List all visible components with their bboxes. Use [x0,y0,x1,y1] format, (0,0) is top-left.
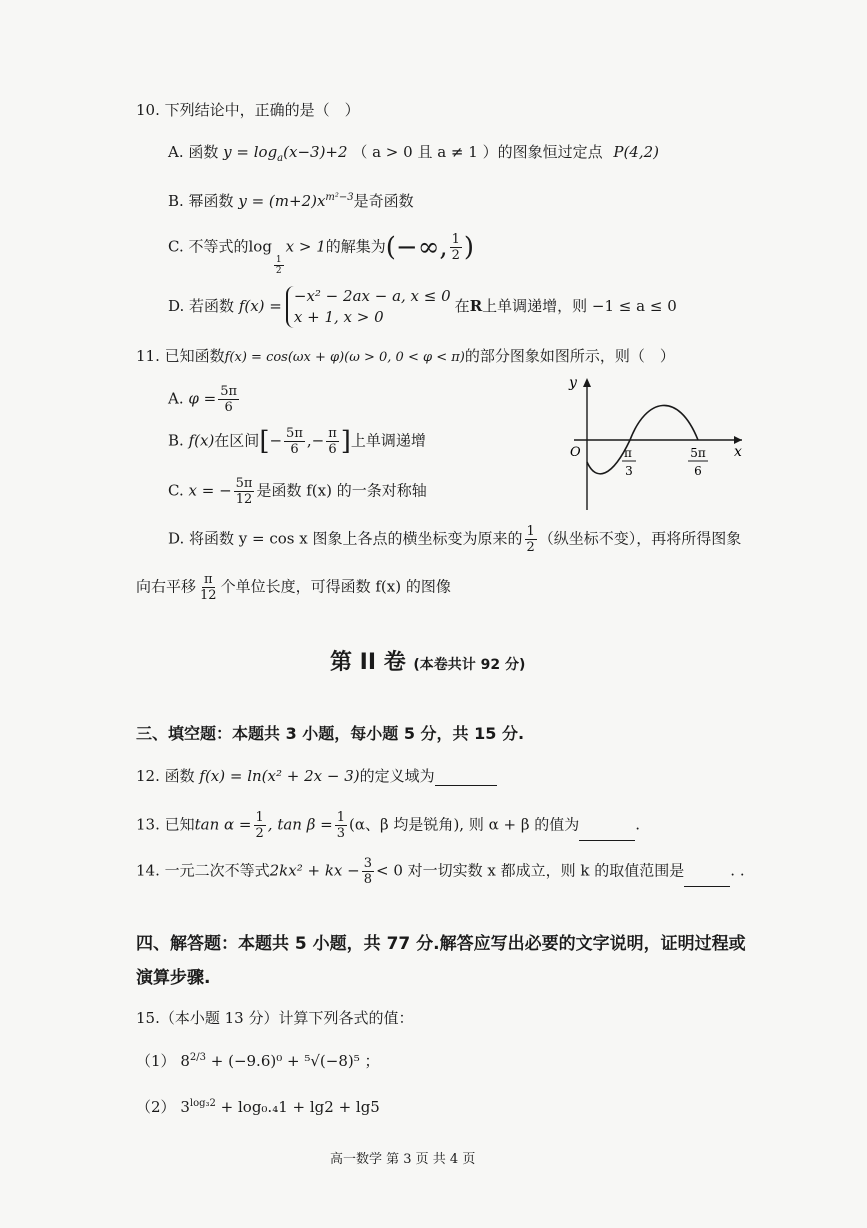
q14-num: 3 [363,856,373,871]
q11-a-prefix: A. [168,389,184,408]
q13-frac1 [254,810,266,841]
x-axis-arrow [734,436,742,444]
q11-d-line1-suffix: （纵坐标不变），再将所得图象 [538,529,742,548]
q13-tan-beta: , tan β = [267,815,333,834]
q11-c-suffix: 是函数 f(x) 的一条对称轴 [256,481,427,500]
section3-title: 三、填空题：本题共 3 小题，每小题 5 分，共 15 分. [136,724,525,743]
q15-p2-rest: + log₀.₄1 + lg2 + lg5 [220,1098,380,1116]
q10-c-fraction [450,232,462,263]
q10-option-d [168,286,677,328]
q11-graph [560,370,750,515]
q14-formula: 2kx² + kx − [269,861,360,880]
q10-option-b [168,188,414,211]
q10-c-base-den: 2 [275,265,282,276]
q10-d-suffix: 上单调递增，则 −1 ≤ a ≤ 0 [482,297,677,315]
q10-option-a [168,142,659,169]
page-footer: 高一数学 第 3 页 共 4 页 [330,1152,476,1167]
q11-d-shift [198,572,219,603]
q11-a-den: 6 [224,400,233,415]
q11-b-mid: 在区间 [214,431,260,450]
q14-answer-blank[interactable] [684,886,730,887]
q13-frac2 [335,810,347,841]
q11-option-d [168,524,741,555]
q15-part2 [136,1094,380,1117]
q10-c-inequality: x > 1 [285,237,326,256]
q13-answer-blank[interactable] [579,840,635,841]
q13-n1: 1 [255,810,264,825]
q14-prefix: 14. 一元二次不等式 [136,861,270,880]
q15-p1-exponent: 2/3 [189,1052,206,1063]
q11-c-fraction [234,476,255,507]
graph-origin: O [570,445,581,460]
q10-d-case1: −x² − 2ax − a, x ≤ 0 [293,287,451,305]
graph-tick2-num: 5π [690,446,706,460]
q15-p1-label: （1） [136,1052,176,1070]
part2-heading [330,648,525,680]
q10-a-point: P(4,2) [613,143,660,161]
q10-d-prefix: D. 若函数 [168,297,235,315]
q15-stem: 15.（本小题 13 分）计算下列各式的值： [136,1009,414,1027]
q10-a-base: a [277,153,284,164]
q11-b-right-num: π [328,426,337,441]
q10-stem: 10. 下列结论中，正确的是（ ） [136,101,360,119]
q15-p1-base: 8 [180,1052,190,1070]
q13-tan-alpha: tan α = [194,815,252,834]
graph-tick1-den: 3 [625,464,633,478]
q11-option-d-continued [136,572,451,603]
q11-b-bracket-right: ] [340,426,351,457]
q10-b-formula: y = (m+2)x [238,192,326,210]
q11-a-fraction [218,384,239,415]
q11-d-half-den: 2 [526,540,535,555]
q15-p1-rest: + (−9.6)⁰ + ⁵√(−8)⁵ ； [210,1052,380,1070]
q11-d-line1: D. 将函数 y = cos x 图象上各点的横坐标变为原来的 [168,529,523,548]
y-axis-arrow [583,378,591,387]
q12-answer-blank[interactable] [435,785,497,786]
q11-option-a [168,384,241,415]
q10-a-condition: （ a > 0 且 a ≠ 1 ）的图象恒过定点 [352,143,603,161]
q11-b-right-frac [326,426,339,457]
q11-b-left-frac [284,426,305,457]
q11-d-line2-prefix: 向右平移 [136,577,197,596]
part2-title: 第 II 卷 [330,650,406,675]
q10-a-arg: (x−3)+2 [283,143,348,161]
q13-n2: 1 [336,810,346,825]
q14-end: . . [730,861,745,880]
q10-c-interval-left: (−∞, [385,232,448,263]
q11-a-num: 5π [220,384,238,399]
q10-c-prefix: C. 不等式的 [168,237,249,256]
q15-p2-label: （2） [136,1098,176,1116]
q11-b-left-num: 5π [286,426,303,441]
q10-d-reals: R [469,297,483,315]
q10-a-formula: y = log [223,143,278,161]
q14 [136,856,745,887]
q11-b-prefix: B. [168,431,184,450]
section4-title-line2: 演算步骤. [136,968,211,988]
q11-c-num: 5π [235,476,253,491]
section4-title-line1: 四、解答题：本题共 5 小题，共 77 分.解答应写出必要的文字说明，证明过程或 [136,934,746,954]
q10-b-prefix: B. 幂函数 [168,192,234,210]
q11-b-fx: f(x) [188,431,215,450]
q10-d-mid: 在 [454,297,470,315]
q10-c-den: 2 [451,248,460,263]
q11-b-left-den: 6 [290,442,299,457]
q14-frac [362,856,374,887]
q10-c-mid: 的解集为 [325,237,386,256]
q11-c-den: 12 [235,492,253,507]
q12 [136,766,497,786]
q10-c-base [274,255,284,276]
q12-suffix: 的定义域为 [359,767,435,785]
q13-d1: 2 [255,826,264,841]
q10-c-num: 1 [451,232,460,247]
q11-c-prefix: C. [168,481,184,500]
q14-den: 8 [363,872,373,887]
q15-p2-base: 3 [180,1098,190,1116]
graph-tick1-num: π [624,446,632,460]
graph-tick2-den: 6 [694,464,702,478]
q11-option-c [168,476,427,507]
q14-mid: < 0 对一切实数 x 都成立，则 k 的取值范围是 [376,861,685,880]
q15-p2-exponent: log₃2 [189,1098,216,1109]
q10-d-fx: f(x) = [238,297,282,315]
q11-b-suffix: 上单调递增 [350,431,426,450]
q11-stem [136,346,675,368]
q13 [136,810,640,841]
q11-d-shift-den: 12 [200,588,217,603]
graph-y-label: y [569,375,577,391]
q12-formula: f(x) = ln(x² + 2x − 3) [199,767,360,785]
q11-d-line2-suffix: 个单位长度，可得函数 f(x) 的图像 [220,577,451,596]
q13-d2: 3 [336,826,346,841]
q11-d-shift-num: π [204,572,213,587]
q10-c-interval-right: ) [463,232,475,263]
q11-c-lhs: x = − [188,481,232,500]
q13-prefix: 13. 已知 [136,815,195,834]
q11-a-lhs: φ = [188,389,217,408]
q10-c-log: log [248,237,272,256]
q13-mid: (α、β 均是锐角), 则 α + β 的值为 [349,815,580,834]
graph-x-label: x [734,444,742,460]
q10-d-case2: x + 1, x > 0 [293,308,384,326]
q11-option-b: B. f(x)在区间[− $\frac{5\pi}{6}$ ,− $\frac{\pi}{6}$ ]上单调递增 [168,426,426,457]
q11-stem-formula: f(x) = cos(ωx + φ)(ω > 0, 0 < φ < π) [224,350,465,365]
q11-d-half [525,524,537,555]
q12-prefix: 12. 函数 [136,767,195,785]
q10-b-exponent: m²−3 [325,192,354,203]
q10-c-base-num: 1 [275,254,282,265]
q10-option-c [168,232,474,276]
q15-part1 [136,1048,380,1071]
q11-b-bracket-left: [ [259,426,270,457]
q11-d-half-num: 1 [526,524,535,539]
q13-end: . [635,815,641,834]
q10-d-piecewise [286,286,451,328]
q10-a-prefix: A. 函数 [168,143,219,161]
q11-b-right-den: 6 [328,442,337,457]
q11-stem-prefix: 11. 已知函数 [136,347,225,365]
q11-stem-suffix: 的部分图象如图所示，则（ ） [464,347,675,365]
part2-note: (本卷共计 92 分) [413,657,526,673]
q10-b-suffix: 是奇函数 [353,192,414,210]
